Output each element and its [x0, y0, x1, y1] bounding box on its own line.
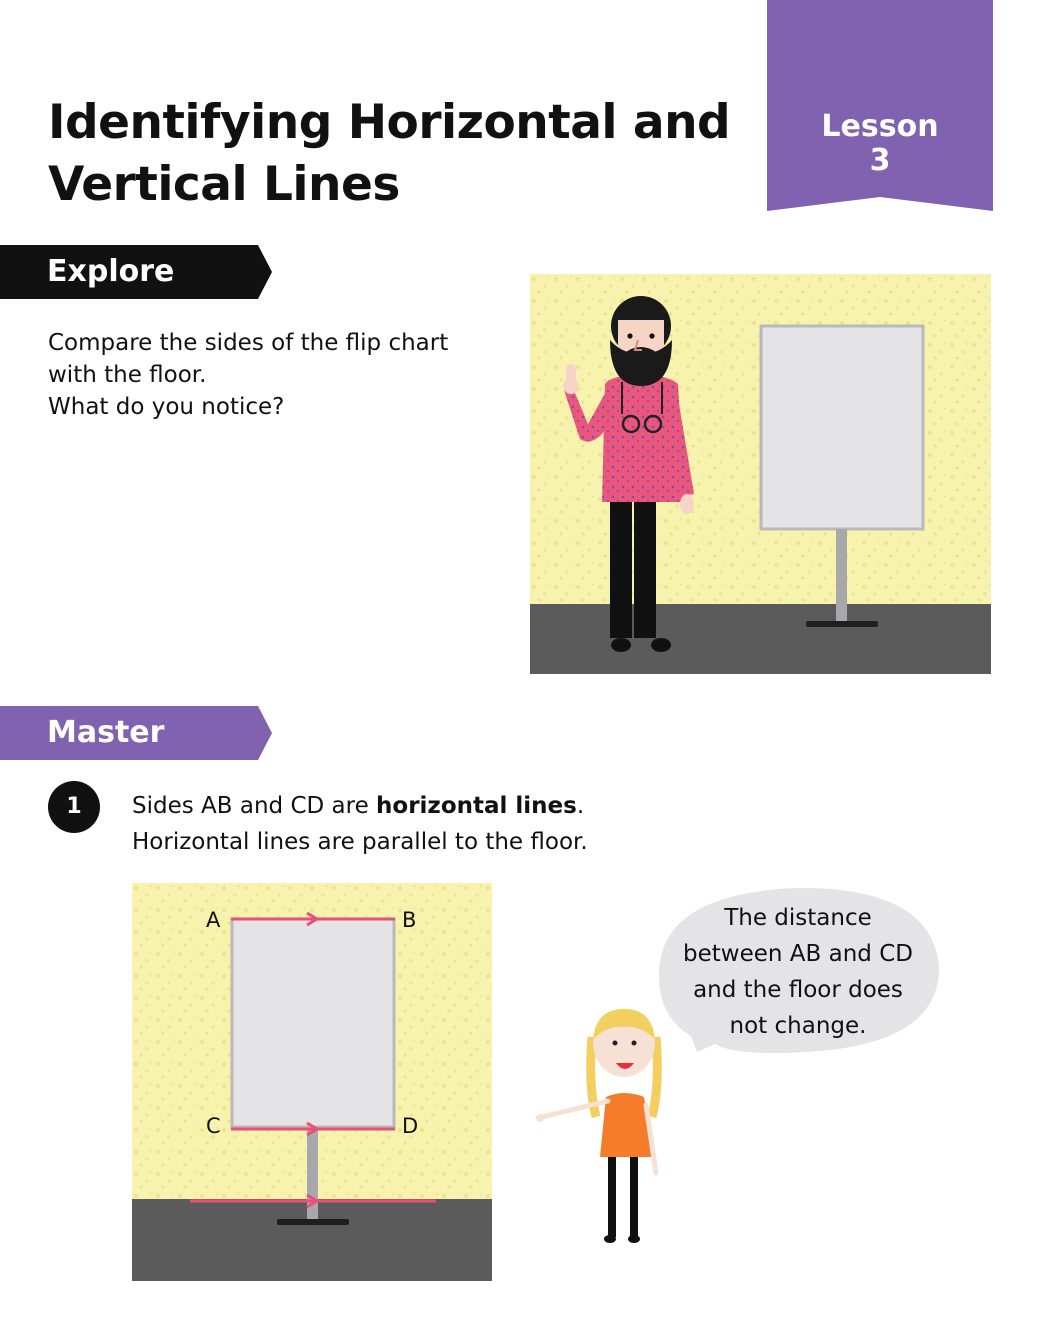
floor — [530, 604, 991, 674]
horizontal-lines-term: horizontal lines — [376, 793, 577, 819]
step-number-badge: 1 — [48, 781, 100, 833]
explore-prompt-line: What do you notice? — [48, 394, 285, 420]
step-description — [132, 788, 692, 860]
title-text: Identifying Horizontal and Vertical Lines — [48, 95, 731, 212]
explore-banner — [0, 245, 272, 299]
explore-prompt — [48, 327, 488, 423]
speech-bubble-text — [672, 900, 924, 1044]
master-banner — [0, 706, 272, 760]
speech-line: The distance — [724, 905, 872, 931]
speech-line: not change. — [729, 1013, 867, 1039]
step-line-1-end: . — [576, 793, 585, 819]
explore-heading: Explore — [47, 254, 175, 289]
explore-prompt-line: Compare the sides of the flip chart — [48, 330, 449, 356]
label-c: C — [206, 1114, 221, 1138]
label-b: B — [402, 908, 417, 932]
speech-line: and the floor does — [693, 977, 903, 1003]
master-heading: Master — [47, 715, 165, 750]
speech-line: between AB and CD — [683, 941, 913, 967]
lesson-label: Lesson — [821, 109, 939, 144]
lesson-number: 3 — [869, 143, 891, 178]
step-line-1-text: Sides AB and CD are — [132, 793, 377, 819]
explore-prompt-line: with the floor. — [48, 362, 207, 388]
label-a: A — [206, 908, 221, 932]
step-line-1 — [132, 788, 692, 824]
step-line-2: Horizontal lines are parallel to the floor. — [132, 829, 588, 855]
explore-illustration — [530, 274, 991, 674]
girl-character — [530, 1005, 670, 1250]
page-title — [48, 92, 738, 216]
lesson-label-block — [767, 110, 993, 178]
horizontal-lines-diagram — [132, 883, 492, 1281]
label-d: D — [402, 1114, 419, 1138]
lesson-badge-shape — [767, 0, 993, 212]
lesson-badge — [767, 0, 993, 212]
